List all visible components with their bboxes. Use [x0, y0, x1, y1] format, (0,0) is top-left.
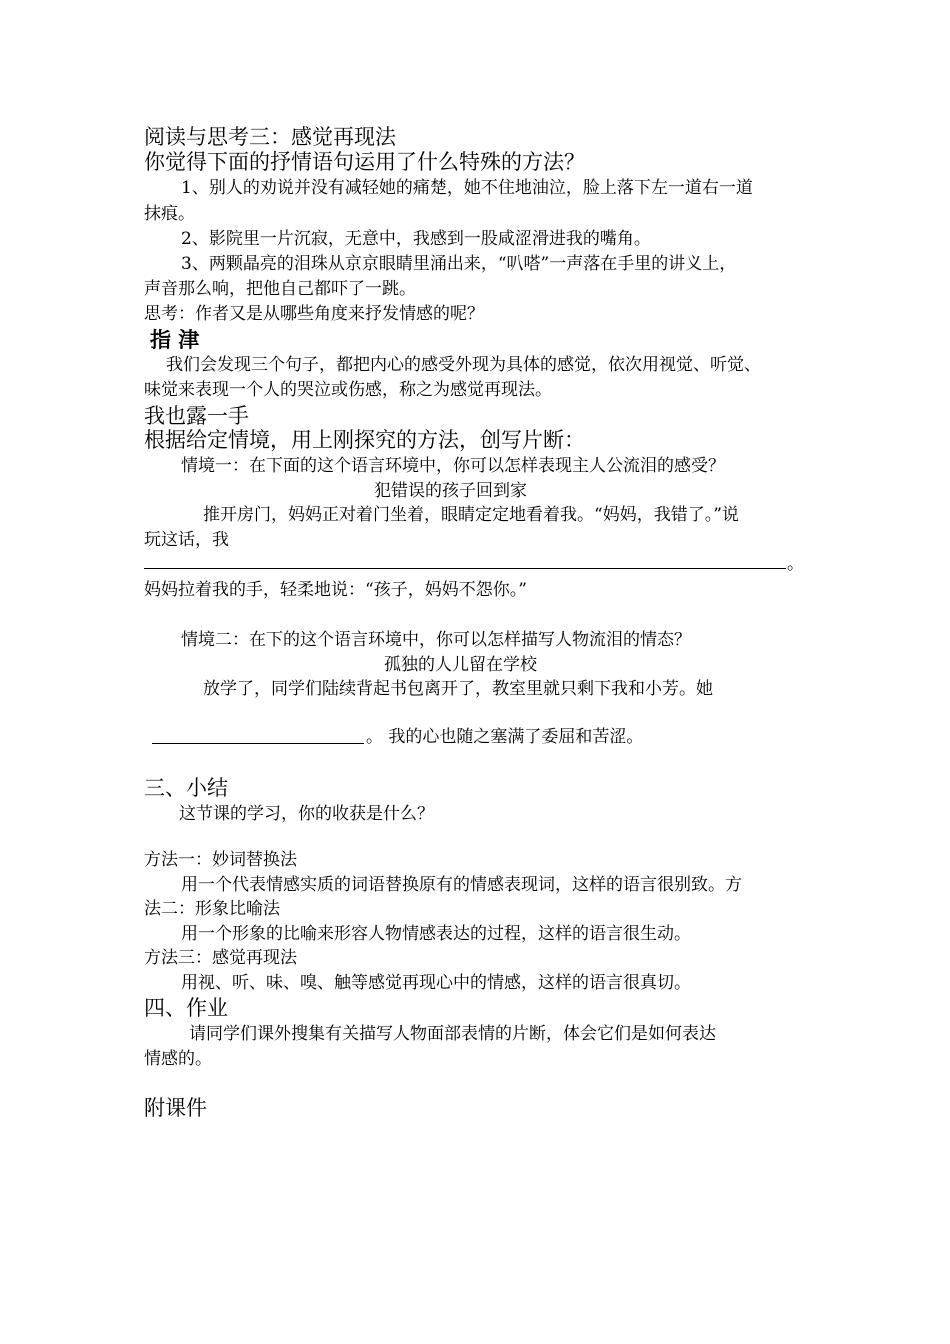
method-3-text: 用视、听、味、嗅、触等感觉再现心中的情感，这样的语言很真切。: [181, 973, 691, 993]
practice-instruction: 根据给定情境，用上刚探究的方法，创写片断：: [144, 428, 585, 452]
sentence-1-line-2: 抹痕。: [144, 204, 195, 224]
homework-heading: 四、作业: [144, 996, 228, 1020]
sentence-2: 2、影院里一片沉寂，无意中，我感到一股咸涩滑进我的嘴角。: [181, 229, 651, 249]
scene-1-line-1: 推开房门，妈妈正对着门坐着，眼睛定定地看着我。“妈妈，我错了。”说: [203, 505, 739, 525]
method-2-text: 用一个形象的比喻来形容人物情感表达的过程，这样的语言很生动。: [181, 924, 691, 944]
appendix-heading: 附课件: [144, 1096, 207, 1120]
guide-line-1: 我们会发现三个句子，都把内心的感受外现为具体的感觉，依次用视觉、听觉、: [166, 355, 761, 375]
sentence-3-line-2: 声音那么响，把他自己都吓了一跳。: [144, 279, 416, 299]
scene-1-title: 犯错误的孩子回到家: [374, 481, 527, 501]
summary-question: 这节课的学习，你的收获是什么？: [179, 804, 434, 824]
guide-line-2: 味觉来表现一个人的哭泣或伤感，称之为感觉再现法。: [144, 380, 552, 400]
scene-1-answer-blank[interactable]: [144, 568, 786, 569]
section-title-reading: 阅读与思考三：感觉再现法: [144, 125, 396, 149]
method-3-title: 方法三：感觉再现法: [144, 948, 297, 968]
method-2-title: 法二：形象比喻法: [144, 899, 280, 919]
scene-2-line-2: 。 我的心也随之塞满了委屈和苦涩。: [366, 727, 644, 747]
practice-heading: 我也露一手: [144, 404, 249, 428]
summary-heading: 三、小结: [144, 776, 228, 800]
scene-2-prompt: 情境二：在下的这个语言环境中，你可以怎样描写人物流泪的情态？: [181, 630, 691, 650]
scene-1-line-3: 妈妈拉着我的手，轻柔地说：“孩子，妈妈不怨你。”: [144, 580, 527, 600]
scene-1-line-2: 玩这话，我: [144, 530, 229, 550]
scene-1-blank-end: 。: [787, 554, 804, 574]
method-1-title: 方法一：妙词替换法: [144, 850, 297, 870]
sentence-1-line-1: 1、别人的劝说并没有减轻她的痛楚，她不住地油泣，脸上落下左一道右一道: [181, 178, 753, 198]
homework-line-1: 请同学们课外搜集有关描写人物面部表情的片断，体会它们是如何表达: [189, 1024, 716, 1044]
scene-2-answer-blank[interactable]: [152, 743, 364, 744]
homework-line-2: 情感的。: [144, 1049, 212, 1069]
method-1-text: 用一个代表情感实质的词语替换原有的情感表现词，这样的语言很别致。方: [181, 875, 742, 895]
question-heading: 你觉得下面的抒情语句运用了什么特殊的方法？: [144, 150, 585, 174]
sentence-3-line-1: 3、两颗晶亮的泪珠从京京眼睛里涌出来，“叭嗒”一声落在手里的讲义上，: [181, 254, 737, 274]
scene-1-prompt: 情境一：在下面的这个语言环境中，你可以怎样表现主人公流泪的感受？: [181, 456, 725, 476]
scene-2-title: 孤独的人儿留在学校: [384, 655, 537, 675]
guide-heading: 指 津: [150, 327, 200, 352]
think-question: 思考：作者又是从哪些角度来抒发情感的呢？: [144, 304, 484, 324]
scene-2-line-1: 放学了，同学们陆续背起书包离开了，教室里就只剩下我和小芳。她: [203, 679, 713, 699]
